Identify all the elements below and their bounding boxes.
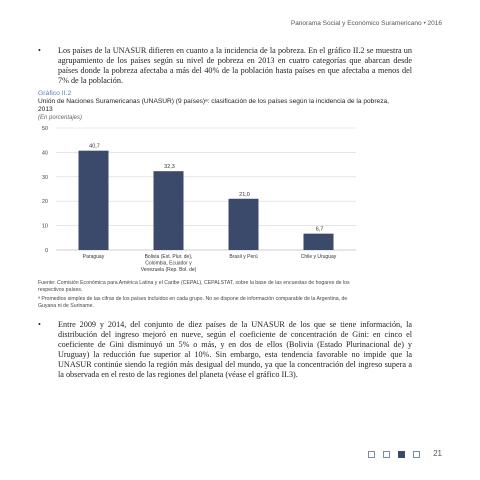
footer-square-4 (413, 451, 420, 458)
data-label: 32,3 (164, 164, 175, 171)
running-header: Panorama Social y Económico Suramericano • 2016 (290, 20, 442, 27)
figure-source: Fuente: Comisión Económica para América Latina y el Caribe (CEPAL), CEPALSTAT, sobre la base de las encuestas de hogares de los respectivos países. (38, 280, 350, 293)
x-tick-label: Venezuela (Rep. Bol. de) (140, 267, 197, 273)
figure-note: ᵃ Promedios simples de las cifras de los países incluidos en cada grupo. No se dispone de información comparable de la Argentina, de Guyana ni de Suriname. (38, 296, 348, 309)
footer-square-3 (398, 451, 405, 458)
bar (304, 234, 334, 250)
paragraph-1-text: Los países de la UNASUR difieren en cuanto a la incidencia de la pobreza. En el gráfico II.2 se muestra un agrupamiento de los países según su nivel de pobreza en 2013 en cuatro categorías que abarcan desde países donde la pobreza afectaba a más del 40% de la población hasta países en que afectaba a menos del 7% de la población. (58, 46, 412, 85)
x-tick-label: Brasil y Perú (229, 254, 258, 260)
footer-square-1 (368, 451, 375, 458)
y-tick-label: 20 (41, 199, 48, 206)
x-tick-label: Colombia, Ecuador y (145, 260, 192, 267)
figure-label: Gráfico II.2 (38, 90, 72, 97)
y-tick-label: 0 (44, 248, 48, 254)
page-number: 21 (433, 449, 442, 458)
x-tick-label: Bolivia (Est. Plur. de), (144, 254, 193, 260)
data-label: 40,7 (89, 143, 100, 150)
figure-subtitle: (En porcentajes) (38, 115, 83, 121)
bar (79, 151, 109, 250)
y-tick-label: 10 (41, 223, 48, 230)
bullet-mark: • (38, 46, 41, 55)
bullet-mark: • (38, 320, 41, 329)
y-tick-label: 50 (41, 126, 48, 132)
paragraph-2-text: Entre 2009 y 2014, del conjunto de diez países de la UNASUR de los que se tiene información, la distribución del ingreso mejoró en nueve, según el coeficiente de concentración de Gini: en cinco el coeficiente de Gini disminuyó un 5% o más, y en dos de ellos (Bolivia (Estado Plurinacional de) y Uruguay) la reducción fue superior al 10%. Sin embargo, esta tendencia favorable no impide que la UNASUR continúe siendo la región más desigual del mundo, ya que la concentración del ingreso supera a la observada en el resto de las regiones del planeta (véase el gráfico II.3). (58, 320, 412, 379)
x-tick-label: Chile y Uruguay (300, 254, 337, 260)
x-tick-label: Paraguay (82, 254, 105, 260)
footer-square-2 (383, 451, 390, 458)
data-label: 6,7 (315, 226, 324, 233)
y-tick-label: 30 (41, 174, 48, 181)
figure-title: Unión de Naciones Suramericanas (UNASUR) (9 países)ᵃ: clasificación de los países según la incidencia de la pobreza, 2013 (38, 98, 389, 113)
data-label: 21,0 (239, 191, 250, 198)
bar (154, 171, 184, 250)
bar (229, 199, 259, 250)
y-tick-label: 40 (41, 150, 48, 157)
bar-chart (38, 122, 360, 278)
